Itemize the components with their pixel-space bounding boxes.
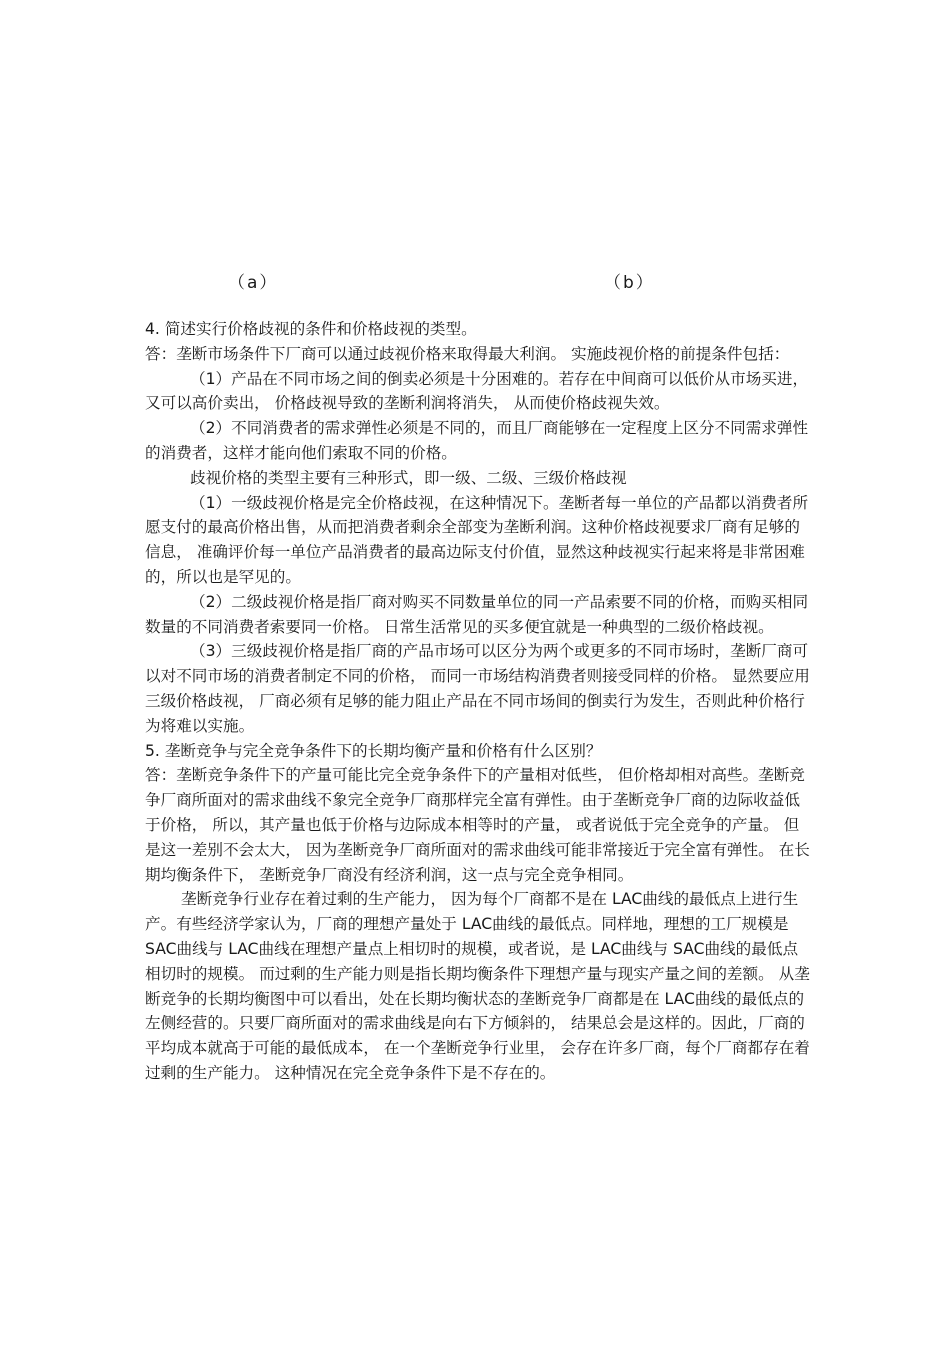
condition-1: （1）产品在不同市场之间的倒卖必须是十分困难的。若存在中间商可以低价从市场买进， 又可以高价卖出， 价格歧视导致的垄断利润将消失， 从而使价格歧视失效。 (145, 369, 809, 413)
question-5-answer-p2: 垄断竞争行业存在着过剩的生产能力， 因为每个厂商都不是在 LAC曲线的最低点上进行生产。有些经济学家认为，厂商的理想产量处于 LAC曲线的最低点。同样地，理想的工厂规模是 SAC曲线与 LAC曲线在理想产量点上相切时的规模，或者说，是 LAC曲线与 SAC曲线的最低点相切时的规模。 而过剩的生产能力则是指长期均衡条件下理想产量与现实产量之间的差额。 从垄断竞争的长期均衡图中可以看出，处在长期均衡状态的垄断竞争厂商都是在 LAC曲线的最低点的左侧经营的。只要厂商所面对的需求曲线是向右下方倾斜的， 结果总会是这样的。因此，厂商的平均成本就高于可能的最低成本， 在一个垄断竞争行业里， 会存在许多厂商，每个厂商都存在着过剩的生产能力。 这种情况在完全竞争条件下是不存在的。 (145, 890, 810, 1082)
condition-2: （2）不同消费者的需求弹性必须是不同的，而且厂商能够在一定程度上区分不同需求弹性的消费者，这样才能向他们索取不同的价格。 (145, 419, 809, 462)
type-2: （2）二级歧视价格是指厂商对购买不同数量单位的同一产品索要不同的价格，而购买相同数量的不同消费者索要同一价格。 日常生活常见的买多便宜就是一种典型的二级价格歧视。 (145, 592, 809, 636)
question-4-answer-intro: 答：垄断市场条件下厂商可以通过歧视价格来取得最大利润。 实施歧视价格的前提条件包括： (145, 344, 790, 363)
types-intro: 歧视价格的类型主要有三种形式，即一级、二级、三级价格歧视 (190, 468, 627, 487)
type-3: （3）三级歧视价格是指厂商的产品市场可以区分为两个或更多的不同市场时，垄断厂商可以对不同市场的消费者制定不同的价格， 而同一市场结构消费者则接受同样的价格。 显然要应用三级价格歧视， 厂商必须有足够的能力阻止产品在不同市场间的倒卖行为发生，否则此种价格行为将难以实施。 (145, 642, 810, 735)
question-5-answer-p1: 答：垄断竞争条件下的产量可能比完全竞争条件下的产量相对低些， 但价格却相对高些。垄断竞争厂商所面对的需求曲线不象完全竞争厂商那样完全富有弹性。由于垄断竞争厂商的边际收益低于价格， 所以，其产量也低于价格与边际成本相等时的产量， 或者说低于完全竞争的产量。 但是这一差别不会太大， 因为垄断竞争厂商所面对的需求曲线可能非常接近于完全富有弹性。 在长期均衡条件下， 垄断竞争厂商没有经济利润，这一点与完全竞争相同。 (145, 766, 810, 884)
question-4-title: 4. 简述实行价格歧视的条件和价格歧视的类型。 (145, 320, 477, 338)
type-1: （1）一级歧视价格是完全价格歧视，在这种情况下。垄断者每一单位的产品都以消费者所愿支付的最高价格出售，从而把消费者剩余全部变为垄断利润。这种价格歧视要求厂商有足够的信息， 准确评价每一单位产品消费者的最高边际支付价值，显然这种歧视实行起来将是非常困难的，所以也是罕见的。 (145, 493, 809, 586)
document-body (145, 317, 810, 1086)
question-5-title: 5. 垄断竞争与完全竞争条件下的长期均衡产量和价格有什么区别？ (145, 741, 602, 760)
figure-label-a: （a） (228, 273, 279, 293)
figure-label-b: （b） (604, 273, 655, 293)
